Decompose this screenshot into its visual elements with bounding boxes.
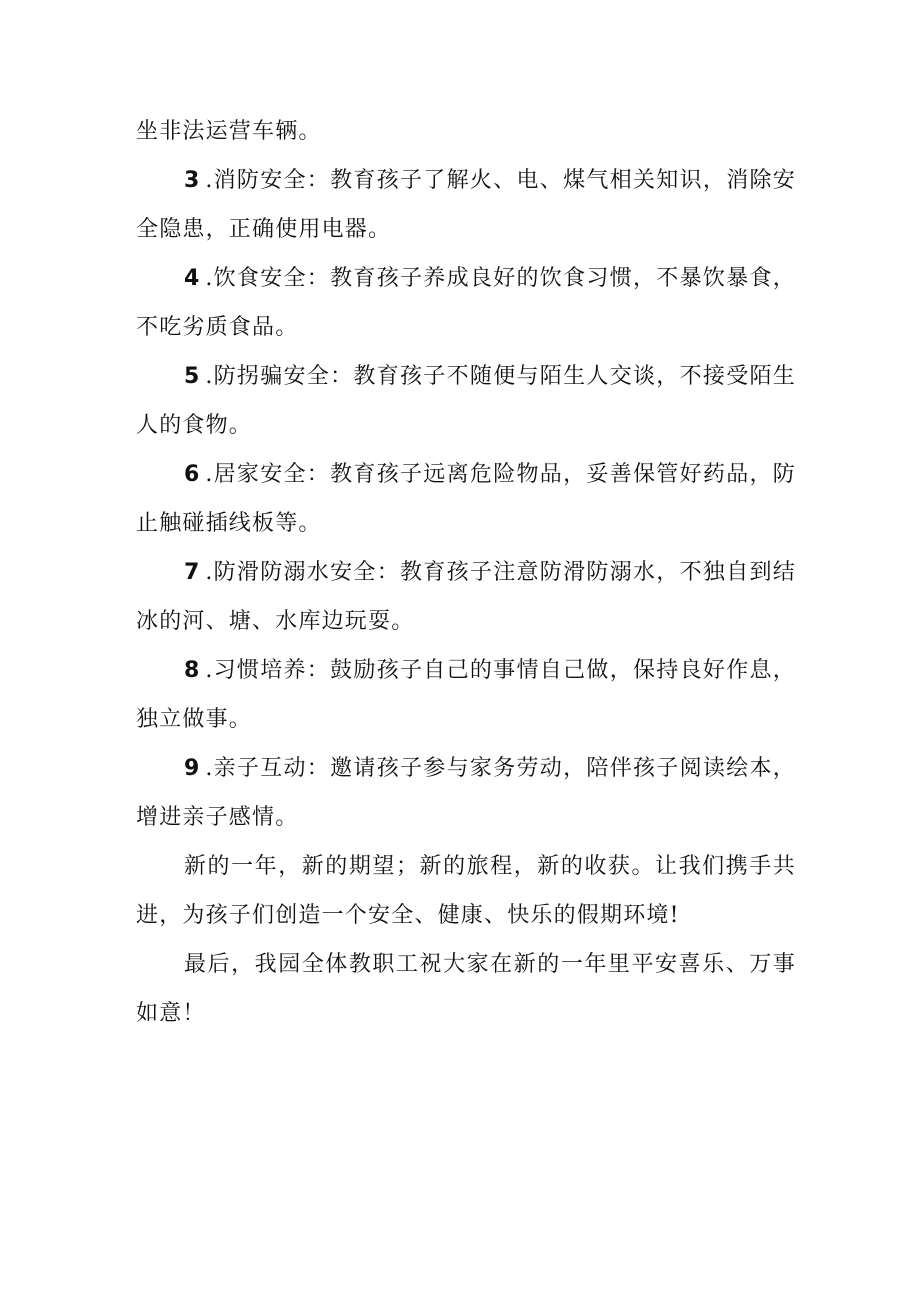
paragraph-text: 最后，我园全体教职工祝大家在新的一年里平安喜乐、万事如意！ xyxy=(136,952,796,1026)
closing-paragraph xyxy=(136,842,796,940)
list-item-home-safety xyxy=(136,450,796,548)
list-item-food-safety xyxy=(136,254,796,352)
list-item-text: .亲子互动：邀请孩子参与家务劳动，陪伴孩子阅读绘本，增进亲子感情。 xyxy=(136,756,796,830)
paragraph-text: 新的一年，新的期望；新的旅程，新的收获。让我们携手共进，为孩子们创造一个安全、健康、快乐的假期环境! xyxy=(136,854,796,928)
list-item-water-safety xyxy=(136,548,796,646)
closing-wishes xyxy=(136,940,796,1038)
document-body xyxy=(136,107,796,1038)
list-item-number: 6 xyxy=(184,462,200,487)
list-item-text: .消防安全：教育孩子了解火、电、煤气相关知识，消除安全隐患，正确使用电器。 xyxy=(136,168,796,242)
list-item-number: 3 xyxy=(184,168,200,193)
list-item-number: 9 xyxy=(184,756,200,781)
list-item-text: .居家安全：教育孩子远离危险物品，妥善保管好药品，防止触碰插线板等。 xyxy=(136,462,796,536)
list-item-text: .饮食安全：教育孩子养成良好的饮食习惯，不暴饮暴食，不吃劣质食品。 xyxy=(136,266,796,340)
list-item-number: 4 xyxy=(184,266,200,291)
list-item-number: 5 xyxy=(184,364,200,389)
list-item-text: .防滑防溺水安全：教育孩子注意防滑防溺水，不独自到结冰的河、塘、水库边玩耍。 xyxy=(136,560,796,634)
list-item-text: .防拐骗安全：教育孩子不随便与陌生人交谈，不接受陌生人的食物。 xyxy=(136,364,796,438)
list-item-anti-abduction xyxy=(136,352,796,450)
list-item-number: 8 xyxy=(184,658,200,683)
list-item-habits xyxy=(136,646,796,744)
paragraph-continuation xyxy=(136,107,796,156)
list-item-fire-safety xyxy=(136,156,796,254)
list-item-parent-child xyxy=(136,744,796,842)
list-item-number: 7 xyxy=(184,560,200,585)
paragraph-text: 坐非法运营车辆。 xyxy=(136,119,322,144)
list-item-text: .习惯培养：鼓励孩子自己的事情自己做，保持良好作息，独立做事。 xyxy=(136,658,796,732)
